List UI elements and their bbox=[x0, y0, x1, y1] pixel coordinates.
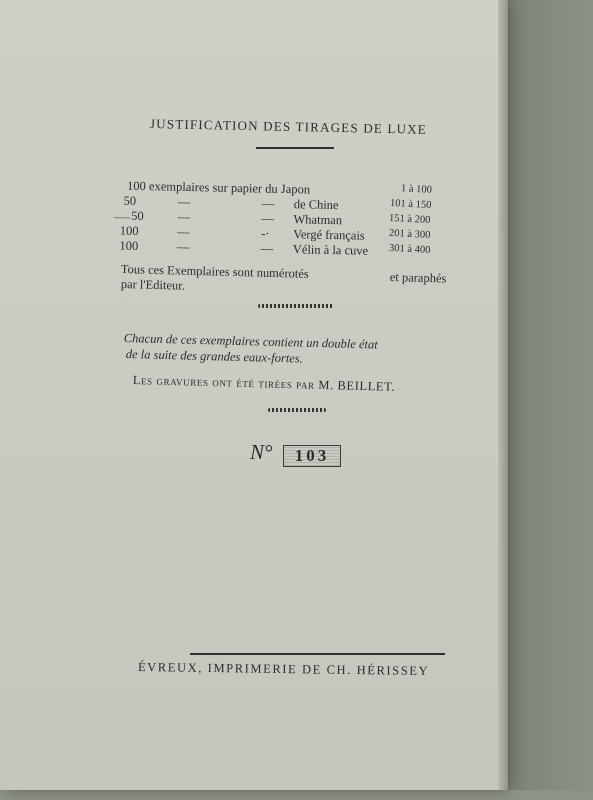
ornament-divider bbox=[258, 304, 334, 308]
ditto-mark: — bbox=[177, 194, 191, 210]
ornament-divider bbox=[268, 408, 326, 412]
page-title: JUSTIFICATION DES TIRAGES DE LUXE bbox=[149, 116, 428, 137]
numbered-line-2: par l'Editeur. bbox=[120, 277, 186, 293]
numbered-line-continued: et paraphés bbox=[389, 270, 447, 286]
double-state-line: Chacun de ces exemplaires contient un double état bbox=[123, 331, 378, 352]
table-row bbox=[127, 179, 310, 198]
edition-range: 151 à 200 bbox=[388, 212, 431, 227]
edition-paper: de Chine bbox=[293, 197, 339, 213]
copy-number-stamp: 103 bbox=[283, 445, 341, 467]
edition-qty: 50 bbox=[123, 193, 137, 208]
edition-qty: 100 bbox=[126, 178, 147, 194]
handwritten-mark: ⸺ bbox=[113, 212, 131, 224]
footer-rule bbox=[190, 653, 445, 655]
edition-qty: 50 bbox=[131, 208, 144, 224]
ditto-mark: — bbox=[177, 209, 191, 225]
page-edge bbox=[498, 0, 508, 790]
edition-range: 101 à 150 bbox=[389, 197, 432, 212]
numbered-line: Tous ces Exemplaires sont numérotés bbox=[120, 262, 309, 281]
double-state-line-2: de la suite des grandes eaux-fortes. bbox=[125, 347, 304, 366]
edition-paper: exemplaires sur papier du Japon bbox=[148, 179, 311, 197]
number-label: N° bbox=[250, 440, 273, 464]
edition-paper: Whatman bbox=[293, 212, 343, 228]
ditto-mark: — bbox=[261, 211, 275, 226]
ditto-mark: — bbox=[176, 239, 190, 255]
ditto-mark: -· bbox=[261, 226, 270, 241]
edition-qty: 100 bbox=[119, 238, 139, 253]
edition-qty: 100 bbox=[119, 223, 139, 238]
ditto-mark: — bbox=[177, 224, 190, 240]
engravings-line: Les gravures ont été tirées par M. BEILLET. bbox=[132, 373, 396, 394]
edition-paper: Vergé français bbox=[293, 227, 365, 243]
printer-imprint: ÉVREUX, IMPRIMERIE DE CH. HÉRISSEY bbox=[137, 660, 430, 679]
edition-range: 301 à 400 bbox=[388, 242, 431, 257]
edition-range: 1 à 100 bbox=[400, 183, 433, 196]
edition-paper: Vélin à la cuve bbox=[292, 242, 369, 258]
edition-range: 201 à 300 bbox=[388, 227, 431, 242]
ditto-mark: — bbox=[260, 241, 274, 256]
ditto-mark: — bbox=[261, 196, 275, 211]
